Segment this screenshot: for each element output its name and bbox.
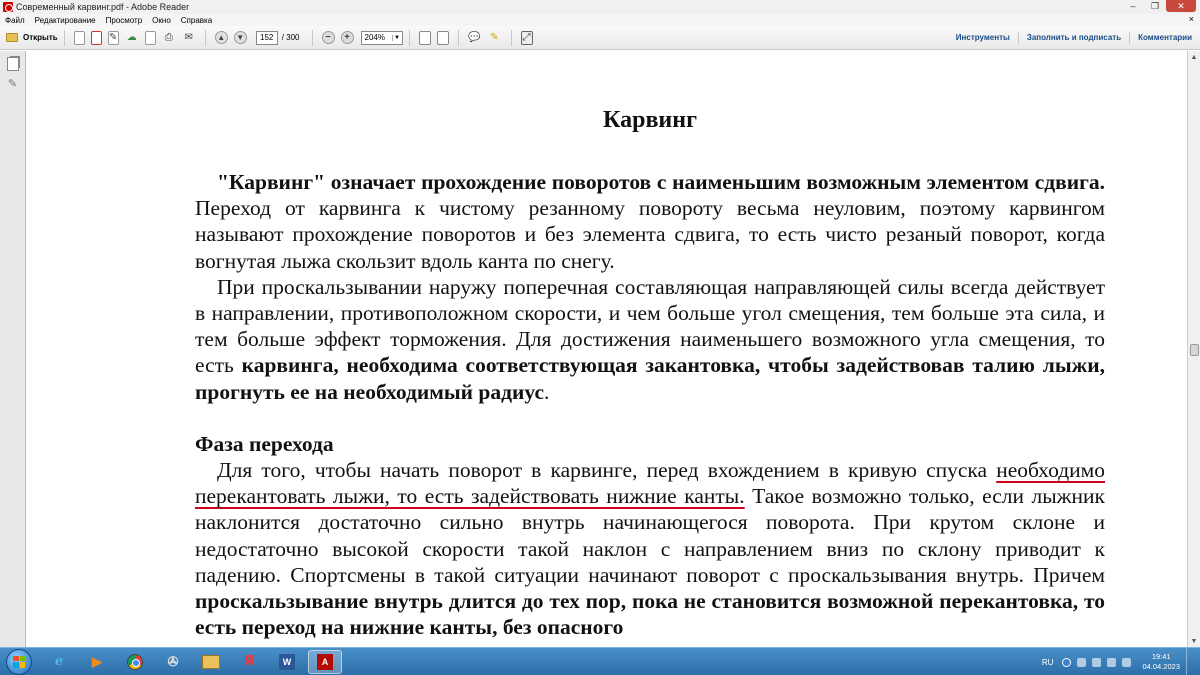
close-button[interactable]: ✕	[1166, 0, 1196, 12]
export-pdf-icon[interactable]	[91, 31, 102, 45]
signature-icon[interactable]: ✎	[7, 78, 18, 90]
word-icon: W	[279, 654, 295, 670]
taskbar	[0, 647, 1200, 675]
network-icon[interactable]	[1107, 658, 1116, 667]
taskbar-internet-explorer[interactable]	[42, 650, 76, 674]
chevron-down-icon: ▼	[392, 35, 402, 41]
page-number-input[interactable]: 152	[256, 31, 278, 45]
section-heading: Фаза перехода	[195, 431, 334, 456]
zoom-out-button[interactable]: −	[322, 31, 335, 44]
edit-pdf-icon[interactable]: ✎	[109, 32, 118, 43]
clock-date: 04.04.2023	[1142, 662, 1180, 671]
paragraph-text: .	[544, 379, 550, 404]
help-icon[interactable]	[1062, 658, 1071, 667]
email-icon[interactable]: ✉	[184, 32, 193, 43]
toolbar-divider	[205, 30, 206, 46]
save-icon[interactable]	[145, 31, 156, 45]
menu-window[interactable]: Окно	[152, 15, 171, 25]
fill-sign-pane-link[interactable]: Заполнить и подписать	[1018, 32, 1129, 44]
paragraph-text: Такое возможно только, если лыжник наклонится достаточно сильно внутрь начинающегося поворота. При крутом склоне и недостаточно высокой скорости такой наклон с направлением вниз по склону приводит к падению. Спортсмены в такой ситуации начинают поворот с проскальзывания внутрь. Причем	[195, 484, 1105, 587]
toolbar-divider	[64, 30, 65, 46]
maximize-button[interactable]: ❐	[1150, 0, 1160, 11]
taskbar-film-reel[interactable]	[156, 650, 190, 674]
toolbar-divider	[312, 30, 313, 46]
page-total: / 300	[281, 33, 300, 42]
menu-file[interactable]: Файл	[5, 15, 25, 25]
previous-page-icon[interactable]: ▲	[215, 31, 228, 44]
full-screen-icon[interactable]: ⤢	[522, 32, 531, 43]
windows-logo-icon	[13, 656, 25, 668]
title-bar	[0, 0, 1200, 14]
minimize-button[interactable]: –	[1130, 1, 1136, 11]
create-pdf-icon[interactable]	[74, 31, 85, 45]
highlight-icon[interactable]: ✎	[490, 32, 499, 43]
clock[interactable]	[1142, 652, 1180, 672]
adobe-reader-icon: A	[317, 654, 333, 670]
show-desktop-button[interactable]	[1186, 648, 1194, 675]
cloud-upload-icon[interactable]: ☁	[126, 32, 137, 43]
language-indicator[interactable]: RU	[1041, 657, 1054, 667]
paragraph-transition	[195, 457, 1105, 640]
system-tray	[1042, 648, 1194, 675]
adobe-reader-icon	[3, 2, 13, 12]
taskbar-adobe-reader[interactable]	[308, 650, 342, 674]
paragraph-text: При проскальзывании наружу поперечная составляющая направляющей силы всегда действует в направлении, противоположном скорости, и чем больше угол смещения, тем больше эта сила, и тем больше эффект торможения. Для достижения наименьшего возможного угла смещения, то есть	[195, 274, 1105, 378]
media-player-icon: ▶	[92, 653, 102, 669]
taskbar-explorer[interactable]	[194, 650, 228, 674]
comment-pane-link[interactable]: Комментарии	[1129, 32, 1200, 44]
menu-view[interactable]: Просмотр	[105, 15, 143, 25]
print-icon[interactable]: ⎙	[164, 32, 173, 43]
toolbar-divider	[409, 30, 410, 46]
toolbar-divider	[458, 30, 459, 46]
paragraph-text: Для того, чтобы начать поворот в карвинге, перед вхождением в кривую спуска	[217, 458, 997, 483]
taskbar-media-player[interactable]	[80, 650, 114, 674]
scrollbar-thumb[interactable]	[1190, 344, 1199, 356]
fit-width-icon[interactable]	[437, 31, 449, 45]
paragraph-bold-text: карвинга, необходима соответствующая закантовка, чтобы задействовав талию лыжи, прогнуть ее на необходимый радиус	[195, 353, 1105, 404]
yandex-browser-icon: Я	[243, 654, 254, 669]
menu-edit[interactable]: Редактирование	[34, 15, 96, 25]
menu-bar	[0, 14, 1200, 26]
paragraph-bold-text: "Карвинг" означает прохождение поворотов с наименьшим возможным элементом сдвига.	[217, 170, 1105, 194]
scroll-down-icon[interactable]: ▼	[1190, 637, 1198, 645]
window-title: Современный карвинг.pdf - Adobe Reader	[16, 2, 190, 12]
paragraph-carving-definition	[195, 169, 1105, 274]
zoom-select[interactable]	[361, 31, 403, 45]
flag-icon[interactable]	[1092, 658, 1101, 667]
vertical-scrollbar[interactable]	[1187, 51, 1200, 647]
paragraph-text: Переход от карвинга к чистому резанному повороту весьма неуловим, поэтому карвингом называют прохождение поворотов и без элемента сдвига, то есть чисто резаный поворот, когда вогнутая лыжа скользит вдоль канта по снегу.	[195, 196, 1105, 273]
window-controls	[1122, 0, 1196, 14]
toolbar-divider	[511, 30, 512, 46]
tools-pane-link[interactable]: Инструменты	[955, 33, 1010, 42]
close-document-icon[interactable]: ×	[1188, 14, 1194, 24]
film-reel-icon: ✇	[167, 653, 179, 669]
pdf-page	[195, 107, 1105, 640]
document-title: Карвинг	[603, 107, 697, 133]
menu-help[interactable]: Справка	[180, 15, 213, 25]
taskbar-word[interactable]	[270, 650, 304, 674]
zoom-in-button[interactable]: +	[341, 31, 354, 44]
zoom-value: 204%	[364, 33, 385, 42]
page-thumbnails-icon[interactable]	[7, 57, 19, 71]
internet-explorer-icon: e	[54, 654, 64, 669]
paragraph-skidding	[195, 274, 1105, 405]
task-panes	[948, 26, 1200, 50]
show-hidden-icons-icon[interactable]	[1077, 658, 1086, 667]
taskbar-yandex[interactable]	[232, 650, 266, 674]
open-button[interactable]	[6, 33, 58, 42]
chrome-icon	[127, 654, 143, 670]
document-viewport[interactable]	[27, 51, 1187, 647]
open-label: Открыть	[23, 33, 58, 42]
scroll-up-icon[interactable]: ▲	[1190, 53, 1198, 61]
next-page-icon[interactable]: ▼	[234, 31, 247, 44]
folder-icon	[6, 33, 18, 42]
folder-icon	[202, 655, 220, 669]
fit-page-icon[interactable]	[419, 31, 431, 45]
sticky-note-icon[interactable]: 💬	[468, 32, 481, 43]
volume-icon[interactable]	[1122, 658, 1131, 667]
start-button[interactable]	[6, 649, 32, 675]
taskbar-chrome[interactable]	[118, 650, 152, 674]
toolbar	[0, 26, 1200, 50]
navigation-pane	[0, 51, 26, 647]
paragraph-bold-text: проскальзывание внутрь длится до тех пор, пока не становится возможной перекантовка, то есть переход на нижние канты, без опасного	[195, 589, 1105, 640]
clock-time: 19:41	[1151, 652, 1171, 661]
red-underlined-text: необходимо перекантовать лыжи, то есть задействовать нижние канты.	[195, 458, 1105, 509]
